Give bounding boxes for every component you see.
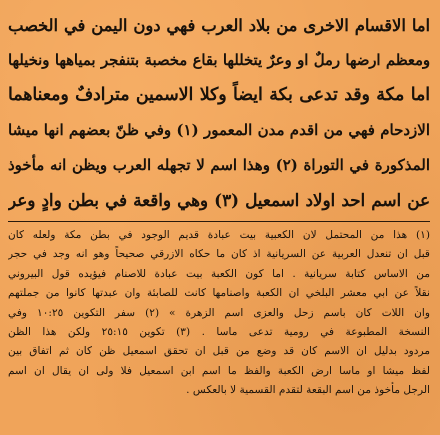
footnote-line: وان اللات كان باسم زحل والعزى اسم الزهرة » (٢) سفر التكوين ١٠:٢٥ وفي xyxy=(8,306,430,319)
body-line: اما مكة وقد تدعى بكة ايضاً وكلا الاسمين مترادفٌ ومعناهما xyxy=(8,85,430,105)
footnote-line: الرجل مأخوذ من اسم البقعة لتقدم القسمية لا بالعكس . xyxy=(186,384,430,397)
body-line: عن اسم احد اولاد اسمعيل (٣) وهي واقعة في بطن وادٍ وعر xyxy=(8,190,430,210)
footnote-line: (١) هذا من المحتمل لان الكعبية بيت عبادة قديم الوجود في بطن مكة ولعله كان xyxy=(8,229,430,241)
footnote-divider xyxy=(8,221,430,222)
footnote-line: قبل ان تنعدل العربية عن السريانية اذ كان ما حكاه الازرقي صحيحاً وهو انه وجد في حجر xyxy=(8,248,430,261)
footnote-line: النسخة المطبوعة في رومية تدعى ماسا . (٣) تكوين ٢٥:١٥ ولكن هذا الظن xyxy=(8,326,430,339)
footnote-line: لفظ ميشا او ماسا ارض الكعبة والفظ ما اسم ابن اسمعيل فلا ولى ان يقال ان اسم xyxy=(8,364,430,377)
body-line: ومعظم ارضها رملٌ او وعرٌ يتخللها بقاع مخصبة بتنفجر بمياهها ونخيلها xyxy=(8,52,430,69)
body-text xyxy=(8,8,430,218)
footnotes xyxy=(8,226,430,401)
body-line: الازدحام فهي من اقدم مدن المعمور (١) وفي ظنّ بعضهم انها ميشا xyxy=(8,121,430,139)
footnote-line: مردود بدليل ان الاسم كان قد وضع من قبل ان تحقق اسمعيل ظن كان ثم اتفاق بين xyxy=(8,345,430,358)
footnote-line: نقلاً عن ابي معشر البلخي ان الكعبة واصنامها كانت للصابئة وان عبدتها كانوا من جملتهم xyxy=(8,287,430,300)
body-line: اما الاقسام الاخرى من بلاد العرب فهي دون اليمن في الخصب xyxy=(8,16,430,35)
footnote-line: من الاساس كتابة سريانية . اما كون الكعبة بيت عبادة للاصنام فيؤيده قول البيروني xyxy=(8,267,430,280)
body-line: المذكورة في التوراة (٢) وهذا اسم لا تجهله العرب ويظن انه مأخوذ xyxy=(8,156,430,174)
